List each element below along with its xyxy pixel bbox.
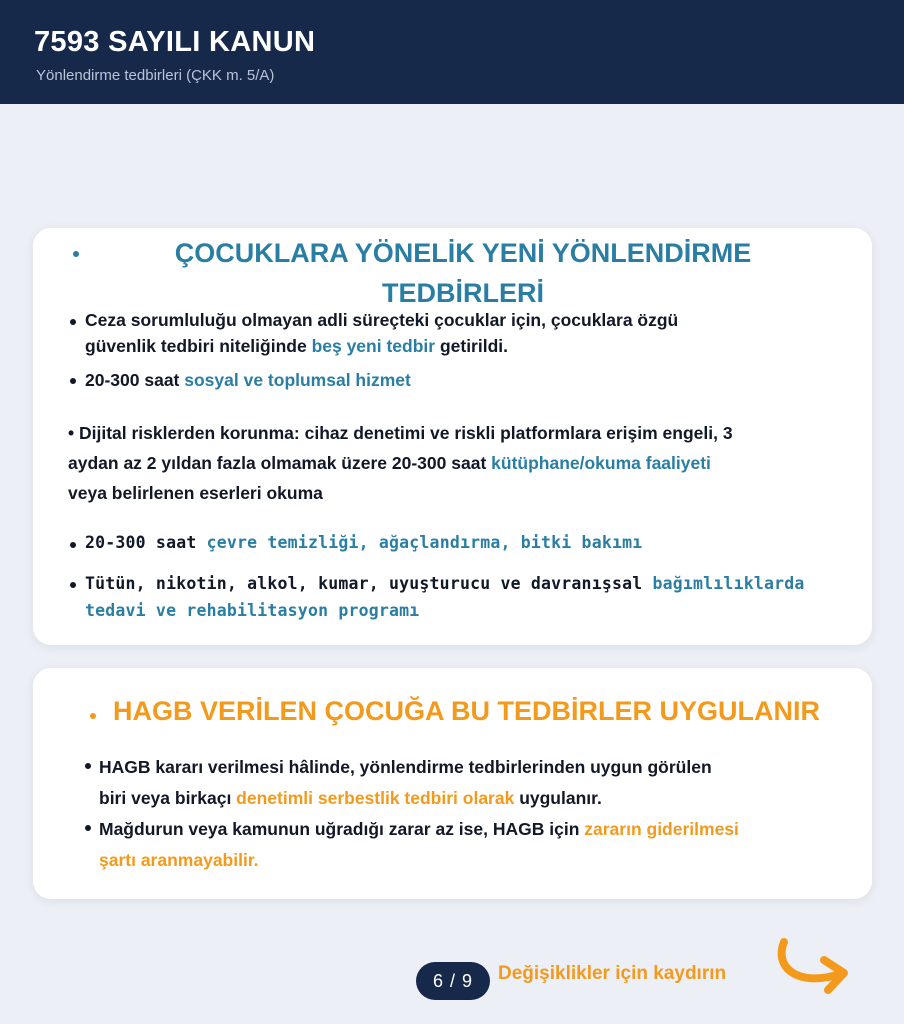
measure-item-4: 20-300 saat çevre temizliği, ağaçlandırma, bitki bakımı: [85, 533, 643, 552]
heading-bullet: [73, 251, 79, 257]
header-bar: [0, 0, 904, 104]
page-subtitle: Yönlendirme tedbirleri (ÇKK m. 5/A): [36, 67, 275, 84]
hagb-item-2: Mağdurun veya kamunun uğradığı zarar az ise, HAGB için zararın giderilmesi şartı aranmayabilir.: [99, 819, 739, 870]
scroll-hint: Değişiklikler için kaydırın: [498, 963, 727, 984]
measure-item-1: Ceza sorumluluğu olmayan adli süreçteki çocuklar için, çocuklara özgü güvenlik tedbiri niteliğinde beş yeni tedbir getirildi.: [85, 310, 679, 356]
bullet-dot: [85, 825, 91, 831]
measure-item-2: 20-300 saat sosyal ve toplumsal hizmet: [85, 370, 411, 390]
bullet-dot: [85, 763, 91, 769]
measure-item-5: Tütün, nikotin, alkol, kumar, uyuşturucu ve davranışsal bağımlılıklarda tedavi ve rehabilitasyon programı: [85, 574, 805, 620]
new-measures-card: [33, 228, 872, 645]
page-indicator: 6 / 9: [416, 962, 490, 1000]
hagb-heading: HAGB VERİLEN ÇOCUĞA BU TEDBİRLER UYGULANIR: [113, 696, 821, 726]
heading-bullet: [90, 713, 96, 719]
bullet-dot: [70, 542, 76, 548]
hagb-card: [33, 668, 872, 899]
measure-item-3: • Dijital risklerden korunma: cihaz denetimi ve riskli platformlara erişim engeli, 3 aydan az 2 yıldan fazla olmamak üzere 20-300 saat kütüphane/okuma faaliyeti veya belirlenen eserleri okuma: [68, 423, 733, 503]
curved-arrow-icon[interactable]: [774, 936, 856, 998]
bullet-dot: [70, 319, 76, 325]
bullet-dot: [70, 582, 76, 588]
new-measures-heading: ÇOCUKLARA YÖNELİK YENİ YÖNLENDİRME TEDBİRLERİ: [174, 238, 752, 308]
page-title: 7593 SAYILI KANUN: [34, 26, 316, 58]
bullet-dot: [70, 378, 76, 384]
hagb-item-1: HAGB kararı verilmesi hâlinde, yönlendirme tedbirlerinden uygun görülen biri veya birkaçı denetimli serbestlik tedbiri olarak uygulanır.: [99, 757, 712, 808]
